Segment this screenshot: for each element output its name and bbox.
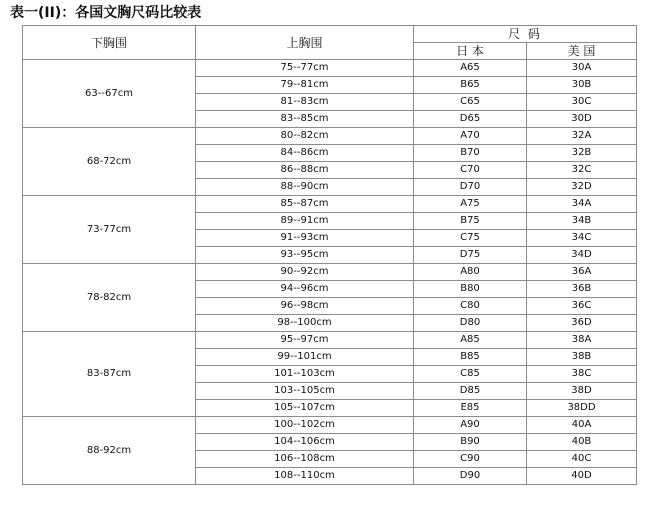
japan-size-cell: B65 [414,77,527,94]
underbust-cell: 63--67cm [23,60,196,128]
bust-cell: 84--86cm [196,145,414,162]
header-underbust: 下胸围 [23,26,196,60]
usa-size-cell: 34C [527,230,637,247]
bust-cell: 101--103cm [196,366,414,383]
bust-cell: 88--90cm [196,179,414,196]
bust-cell: 91--93cm [196,230,414,247]
underbust-cell: 68-72cm [23,128,196,196]
bust-cell: 90--92cm [196,264,414,281]
usa-size-cell: 40C [527,451,637,468]
usa-size-cell: 40D [527,468,637,485]
japan-size-cell: A85 [414,332,527,349]
bust-cell: 106--108cm [196,451,414,468]
usa-size-cell: 38A [527,332,637,349]
japan-size-cell: E85 [414,400,527,417]
usa-size-cell: 32B [527,145,637,162]
usa-size-cell: 34B [527,213,637,230]
table-row [23,196,637,213]
usa-size-cell: 38B [527,349,637,366]
usa-size-cell: 30C [527,94,637,111]
usa-size-cell: 34A [527,196,637,213]
japan-size-cell: D70 [414,179,527,196]
table-row [23,417,637,434]
bust-cell: 75--77cm [196,60,414,77]
bust-cell: 83--85cm [196,111,414,128]
usa-size-cell: 30A [527,60,637,77]
bust-cell: 103--105cm [196,383,414,400]
bust-cell: 94--96cm [196,281,414,298]
usa-size-cell: 36D [527,315,637,332]
usa-size-cell: 38D [527,383,637,400]
header-usa: 美 国 [527,43,637,60]
bust-cell: 85--87cm [196,196,414,213]
japan-size-cell: D80 [414,315,527,332]
bust-cell: 105--107cm [196,400,414,417]
japan-size-cell: A80 [414,264,527,281]
japan-size-cell: B75 [414,213,527,230]
bust-cell: 104--106cm [196,434,414,451]
usa-size-cell: 32D [527,179,637,196]
bust-cell: 100--102cm [196,417,414,434]
japan-size-cell: B85 [414,349,527,366]
bust-cell: 86--88cm [196,162,414,179]
bust-cell: 108--110cm [196,468,414,485]
japan-size-cell: C70 [414,162,527,179]
bra-size-table [22,25,637,485]
underbust-cell: 88-92cm [23,417,196,485]
bust-cell: 79--81cm [196,77,414,94]
japan-size-cell: D90 [414,468,527,485]
japan-size-cell: C85 [414,366,527,383]
japan-size-cell: D75 [414,247,527,264]
bust-cell: 95--97cm [196,332,414,349]
japan-size-cell: A75 [414,196,527,213]
usa-size-cell: 40B [527,434,637,451]
japan-size-cell: D85 [414,383,527,400]
japan-size-cell: D65 [414,111,527,128]
underbust-cell: 78-82cm [23,264,196,332]
usa-size-cell: 32A [527,128,637,145]
bust-cell: 93--95cm [196,247,414,264]
header-japan: 日 本 [414,43,527,60]
usa-size-cell: 40A [527,417,637,434]
usa-size-cell: 32C [527,162,637,179]
usa-size-cell: 36B [527,281,637,298]
japan-size-cell: A90 [414,417,527,434]
usa-size-cell: 36C [527,298,637,315]
bust-cell: 80--82cm [196,128,414,145]
table-row [23,264,637,281]
usa-size-cell: 30B [527,77,637,94]
japan-size-cell: C65 [414,94,527,111]
japan-size-cell: B90 [414,434,527,451]
table-row [23,128,637,145]
table-row [23,60,637,77]
bust-cell: 96--98cm [196,298,414,315]
japan-size-cell: B70 [414,145,527,162]
underbust-cell: 73-77cm [23,196,196,264]
usa-size-cell: 34D [527,247,637,264]
bust-cell: 98--100cm [196,315,414,332]
japan-size-cell: C90 [414,451,527,468]
usa-size-cell: 30D [527,111,637,128]
header-bust: 上胸围 [196,26,414,60]
usa-size-cell: 38DD [527,400,637,417]
table-body [23,60,637,485]
japan-size-cell: C80 [414,298,527,315]
japan-size-cell: A65 [414,60,527,77]
bust-cell: 89--91cm [196,213,414,230]
bust-cell: 99--101cm [196,349,414,366]
underbust-cell: 83-87cm [23,332,196,417]
usa-size-cell: 38C [527,366,637,383]
japan-size-cell: C75 [414,230,527,247]
table-row [23,332,637,349]
japan-size-cell: B80 [414,281,527,298]
bust-cell: 81--83cm [196,94,414,111]
table-title: 表一(II)：各国文胸尺码比较表 [10,5,202,21]
japan-size-cell: A70 [414,128,527,145]
header-size-group: 尺 码 [414,26,637,43]
usa-size-cell: 36A [527,264,637,281]
